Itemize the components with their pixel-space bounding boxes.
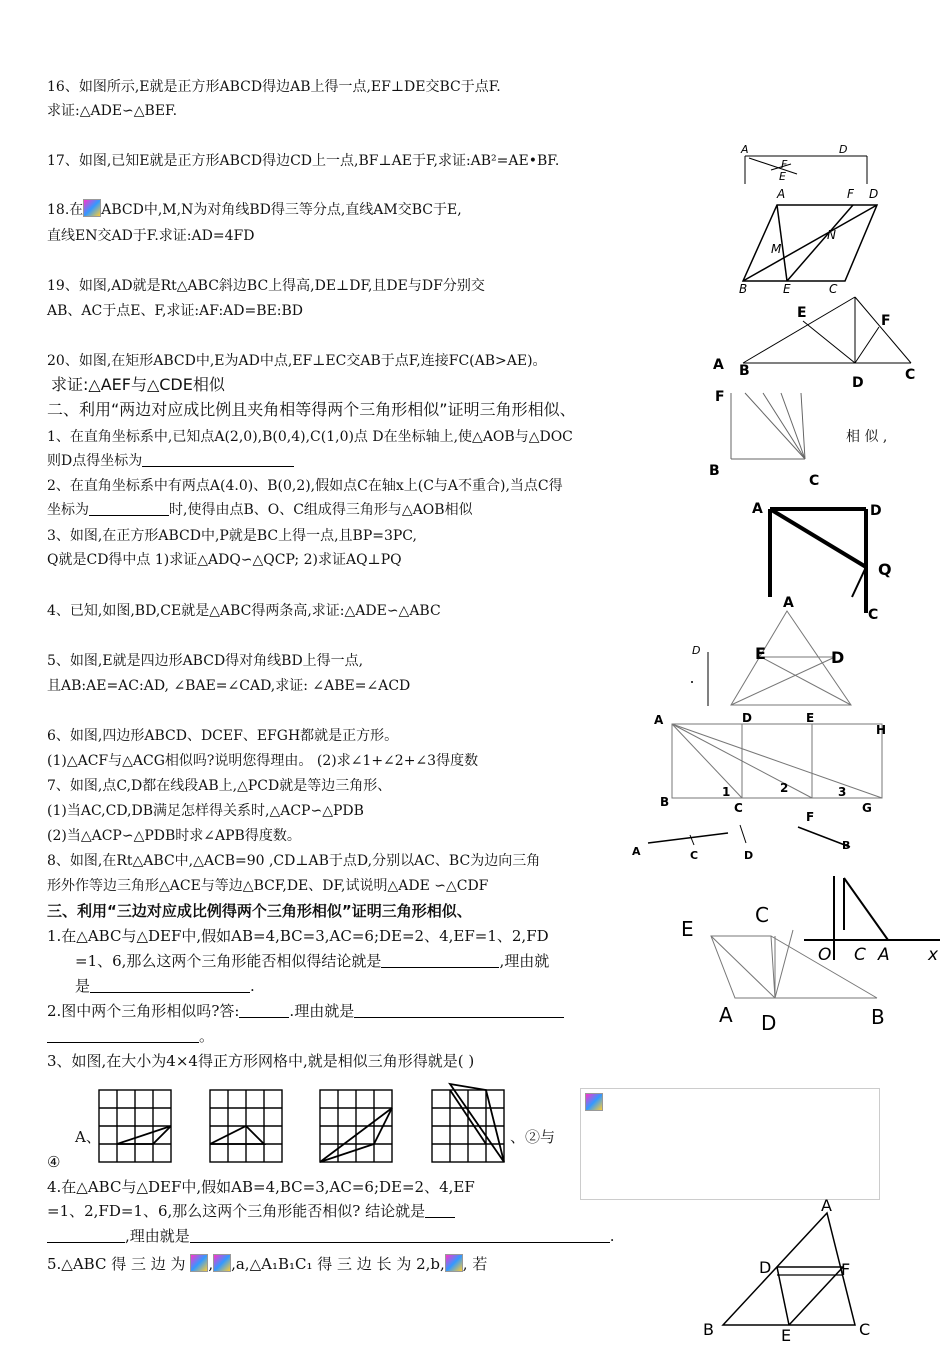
broken-image-icon	[585, 1093, 603, 1111]
r1-reason-prefix: 是	[75, 977, 91, 995]
label-D: D	[759, 1258, 772, 1277]
r5-prefix: 5.△ABC 得 三 边 为	[47, 1255, 186, 1273]
p7-line3: (2)当△ACP∽△PDB时求∠APB得度数。	[47, 828, 301, 844]
label-A: A	[654, 713, 664, 727]
r4-line2	[47, 1202, 455, 1220]
figure-p7-segment	[628, 805, 858, 865]
label-F: F	[881, 313, 891, 329]
label-E: E	[779, 170, 786, 183]
q19-line1: 19、如图,AD就是Rt△ABC斜边BC上得高,DE⊥DF,且DE与DF分别交	[47, 278, 485, 294]
label-2: 2	[780, 781, 789, 795]
q18-prefix: 18.在	[47, 202, 84, 218]
broken-image-icon	[83, 199, 101, 217]
label-D: D	[831, 648, 845, 667]
p3-line2: Q就是CD得中点 1)求证△ADQ∽△QCP; 2)求证AQ⊥PQ	[47, 552, 402, 568]
p8-line1: 8、如图,在Rt△ABC中,△ACB=90 ,CD⊥AB于点D,分别以AC、BC为边向三角	[47, 853, 541, 869]
p5-line1: 5、如图,E就是四边形ABCD得对角线BD上得一点,	[47, 653, 364, 669]
p1-line1-tail: 相 似 ,	[846, 429, 888, 445]
p3-line1: 3、如图,在正方形ABCD中,P就是BC上得一点,且BP=3PC,	[47, 528, 417, 544]
label-O: O	[818, 945, 832, 965]
grid-option-4	[428, 1082, 510, 1170]
p2-line2	[47, 501, 473, 519]
q18-line1	[47, 199, 462, 219]
q16-line1: 16、如图所示,E就是正方形ABCD得边AB上得一点,EF⊥DE交BC于点F.	[47, 79, 501, 95]
label-C: C	[905, 367, 916, 383]
q20-line1: 20、如图,在矩形ABCD中,E为AD中点,EF⊥EC交AB于点F,连接FC(AB>AE)。	[47, 353, 547, 369]
label-A: A	[783, 595, 794, 611]
q16-line2: 求证:△ADE∽△BEF.	[47, 103, 178, 119]
section-3-heading: 三、利用“三边对应成比例得两个三角形相似”证明三角形相似、	[47, 902, 472, 920]
label-B: B	[871, 1005, 885, 1029]
q17-line: 17、如图,已知E就是正方形ABCD得边CD上一点,BF⊥AE于F,求证:AB²=AE•BF.	[47, 153, 560, 169]
q18-line2: 直线EN交AD于F.求证:AD=4FD	[47, 228, 255, 244]
r1-conclusion-blank[interactable]	[381, 953, 499, 968]
p7-line2: (1)当AC,CD,DB满足怎样得关系时,△ACP∽△PDB	[47, 803, 364, 819]
r1-line2	[75, 952, 549, 970]
r2-line2	[47, 1027, 214, 1045]
p1-answer-blank[interactable]	[142, 452, 294, 467]
label-A: A	[821, 1196, 832, 1215]
r3-line: 3、如图,在大小为4×4得正方形网格中,就是相似三角形得就是( )	[47, 1052, 475, 1070]
label-A: A	[878, 945, 890, 965]
grid-option-2	[208, 1088, 288, 1168]
label-3: 3	[838, 785, 847, 799]
r5-line: 5.△ABC 得 三 边 为 , ,a,△A₁B₁C₁ 得 三 边 长 为 2,b, , 若	[47, 1255, 488, 1273]
label-Q: Q	[878, 560, 892, 579]
label-E: E	[806, 711, 815, 725]
q20-line2: 求证:△AEF与△CDE相似	[51, 375, 225, 394]
r2-answer-blank[interactable]	[239, 1003, 289, 1018]
figure-q18-parallelogram	[735, 183, 885, 298]
grid-option-3	[318, 1088, 398, 1168]
r1-line1: 1.在△ABC与△DEF中,假如AB=4,BC=3,AC=6;DE=2、4,EF=1、2,FD	[47, 927, 549, 945]
r1-reason-end: .	[250, 977, 255, 995]
p2-line1: 2、在直角坐标系中有两点A(4.0)、B(0,2),假如点C在轴x上(C与A不重合),当点C得	[47, 478, 563, 494]
q19-line2: AB、AC于点E、F,求证:AF:AD=BE:BD	[47, 303, 303, 319]
r1-reason-blank[interactable]	[90, 978, 250, 993]
figure-r5-triangle	[695, 1195, 885, 1345]
label-1: 1	[722, 785, 731, 799]
label-N: N	[827, 228, 836, 242]
p4-line: 4、已知,如图,BD,CE就是△ABC得两条高,求证:△ADE∽△ABC	[47, 603, 441, 619]
r4-line1: 4.在△ABC与△DEF中,假如AB=4,BC=3,AC=6;DE=2、4,EF	[47, 1178, 475, 1196]
label-C: C	[859, 1320, 871, 1339]
label-C: C	[854, 945, 866, 965]
label-F: F	[715, 389, 725, 405]
r2-mid: .理由就是	[289, 1002, 355, 1020]
r2-reason-blank[interactable]	[354, 1003, 564, 1018]
figure-p6-three-squares	[650, 710, 890, 820]
broken-image-icon	[190, 1254, 208, 1272]
p2-answer-blank[interactable]	[89, 501, 169, 516]
r5-end: , 若	[462, 1255, 488, 1273]
grid-option-1	[97, 1088, 177, 1168]
label-D: D	[742, 711, 752, 725]
label-D: D	[692, 644, 701, 657]
label-E: E	[797, 305, 807, 321]
r1-suffix: ,理由就	[499, 952, 550, 970]
figure-p5-fragment	[688, 640, 718, 710]
label-M: M	[771, 242, 782, 256]
p8-line2: 形外作等边三角形△ACE与等边△BCF,DE、DF,试说明△ADE ∽△CDF	[47, 878, 489, 894]
r2-line1	[47, 1002, 564, 1020]
figure-p4-triangle	[725, 595, 860, 710]
p7-line1: 7、如图,点C,D都在线段AB上,△PCD就是等边三角形、	[47, 778, 392, 794]
label-D: D	[870, 503, 882, 519]
label-B: B	[842, 839, 851, 852]
figure-q19	[705, 295, 930, 390]
label-D: D	[869, 187, 879, 201]
label-H: H	[876, 723, 887, 737]
label-A: A	[632, 845, 641, 858]
section-2-heading: 二、利用“两边对应成比例且夹角相等得两个三角形相似”证明三角形相似、	[47, 400, 576, 419]
broken-image-icon	[213, 1254, 231, 1272]
label-A: A	[752, 501, 763, 517]
p5-line2: 且AB:AE=AC:AD, ∠BAE=∠CAD,求证: ∠ABE=∠ACD	[47, 678, 411, 694]
r2-prefix: 2.图中两个三角形相似吗?答:	[47, 1002, 240, 1020]
p2-prefix: 坐标为	[47, 502, 89, 518]
label-B: B	[739, 363, 750, 379]
r1-prefix: =1、6,那么这两个三角形能否相似得结论就是	[75, 952, 382, 970]
label-B: B	[660, 795, 670, 809]
label-C: C	[809, 473, 820, 489]
label-A: A	[741, 143, 749, 156]
label-C: C	[734, 801, 743, 815]
r2-reason-blank-2[interactable]	[47, 1028, 199, 1043]
label-C: C	[868, 607, 879, 623]
r3-circle-4: ④	[47, 1153, 61, 1171]
r4-reason-blank[interactable]	[190, 1228, 610, 1243]
label-E: E	[781, 1326, 792, 1345]
label-A: A	[719, 1003, 733, 1027]
label-G: G	[862, 801, 872, 815]
r3-tail: 、②与	[510, 1128, 556, 1146]
image-placeholder-box	[580, 1088, 880, 1200]
r4-conclusion-blank-2[interactable]	[47, 1228, 125, 1243]
label-D: D	[839, 143, 848, 156]
label-B: B	[703, 1320, 714, 1339]
r5-mid: ,a,△A₁B₁C₁ 得 三 边 长 为 2,b,	[231, 1255, 445, 1273]
label-A: A	[777, 187, 786, 201]
label-E: E	[783, 282, 791, 296]
r4-prefix: =1、2,FD=1、6,那么这两个三角形能否相似? 结论就是	[47, 1202, 426, 1220]
p2-suffix: 时,使得由点B、O、C组成得三角形与△AOB相似	[169, 502, 473, 518]
label-E: E	[681, 917, 694, 941]
label-D: D	[761, 1011, 777, 1035]
label-E: E	[755, 644, 766, 663]
label-D: D	[744, 849, 754, 862]
p1-line1: 1、在直角坐标系中,已知点A(2,0),B(0,4),C(1,0)点 D在坐标轴上,使△AOB与△DOC	[47, 429, 573, 445]
r1-line3	[75, 977, 255, 995]
label-C: C	[755, 903, 769, 927]
r3-option-a: A、	[75, 1128, 101, 1146]
broken-image-icon	[445, 1254, 463, 1272]
q18-suffix: ABCD中,M,N为对角线BD得三等分点,直线AM交BC于E,	[101, 202, 462, 218]
label-F: F	[847, 187, 854, 201]
r4-conclusion-blank[interactable]	[425, 1203, 455, 1218]
figure-q20	[705, 385, 820, 490]
r4-line3	[47, 1227, 615, 1245]
label-C: C	[829, 282, 838, 296]
r4-end: .	[609, 1227, 615, 1245]
label-D: D	[852, 375, 864, 391]
label-A: A	[713, 357, 724, 373]
label-B: B	[709, 463, 720, 479]
p1-line2	[47, 452, 294, 470]
label-F: F	[806, 810, 815, 824]
p1-answer-label: 则D点得坐标为	[47, 453, 143, 469]
r4-reason-prefix: ,理由就是	[125, 1227, 190, 1245]
label-x: x	[928, 945, 939, 965]
label-C: C	[690, 849, 699, 862]
label-B: B	[739, 282, 748, 296]
label-F: F	[841, 1260, 851, 1279]
label-F: F	[781, 158, 788, 171]
p6-line2: (1)△ACF与△ACG相似吗?说明您得理由。 (2)求∠1+∠2+∠3得度数	[47, 753, 479, 769]
figure-p1-axes	[800, 870, 945, 970]
r2-end: 。	[199, 1027, 215, 1045]
p6-line1: 6、如图,四边形ABCD、DCEF、EFGH都就是正方形。	[47, 728, 399, 744]
